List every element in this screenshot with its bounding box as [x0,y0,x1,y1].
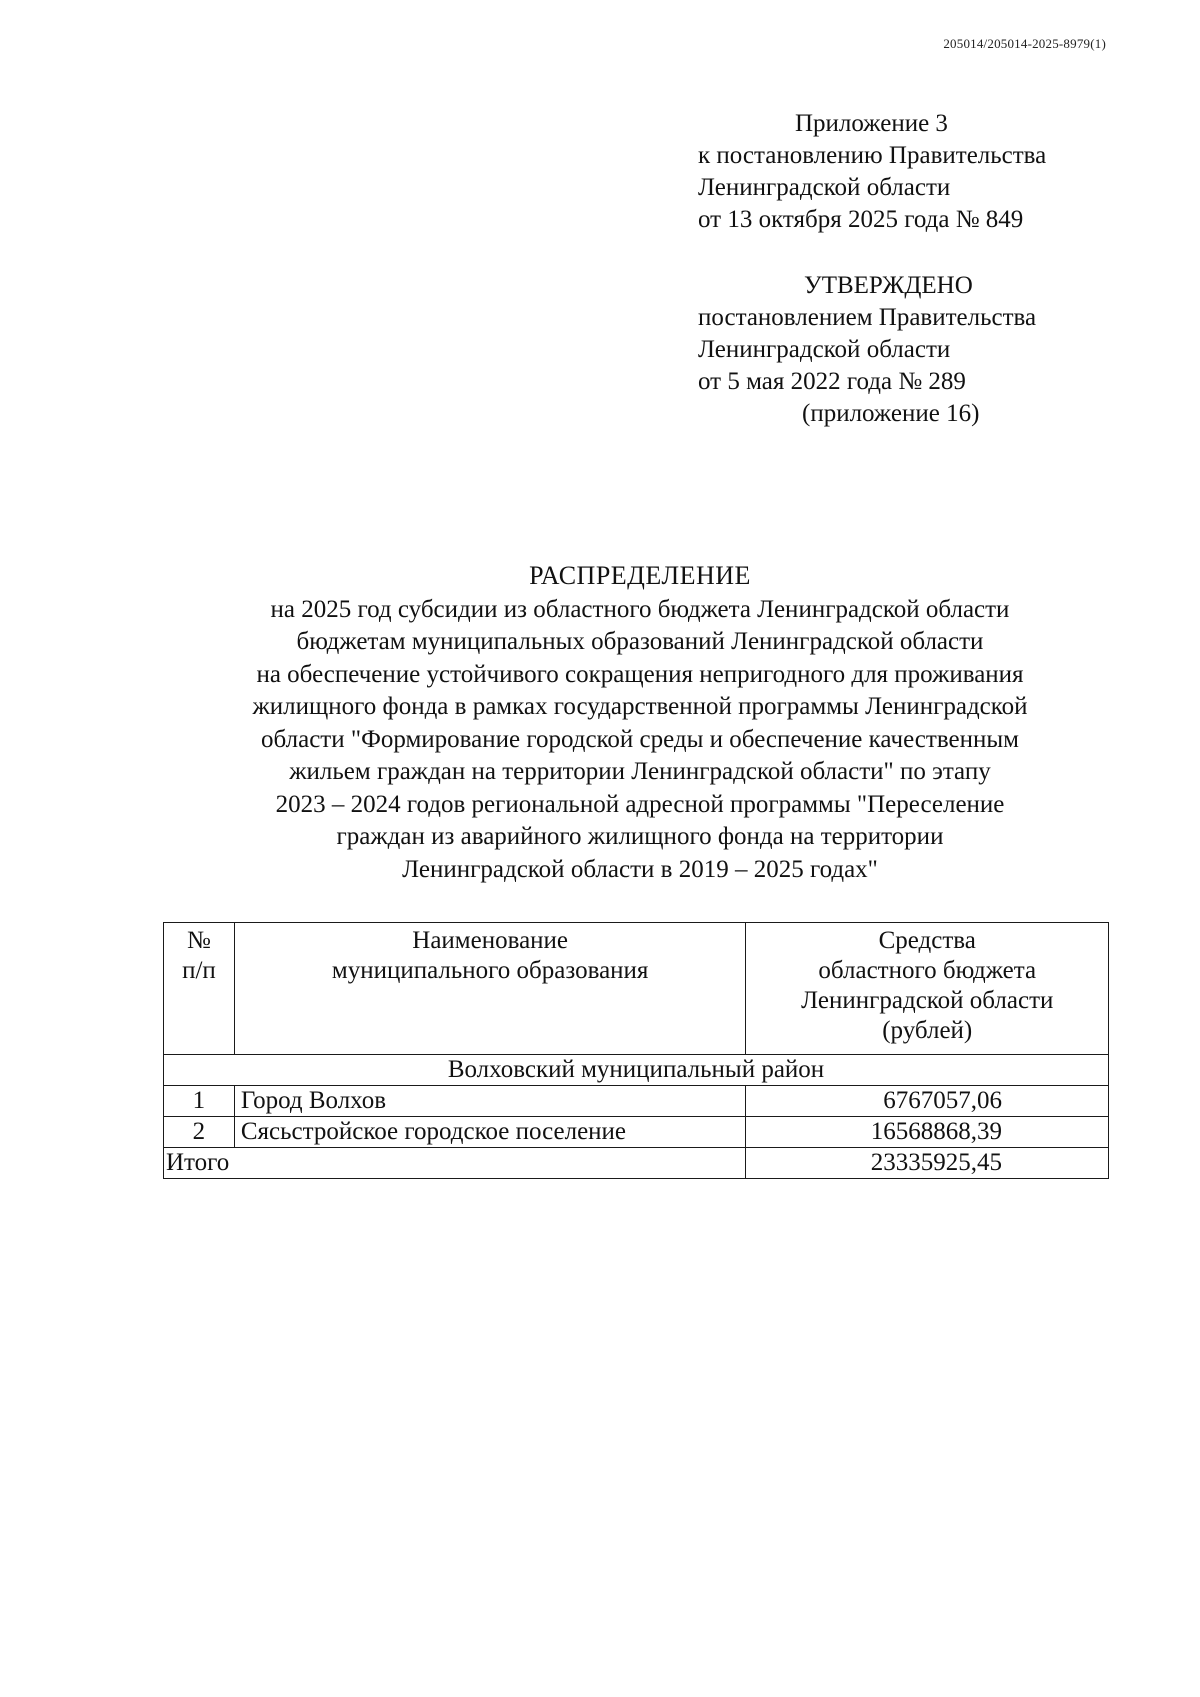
header-amount-line: (рублей) [882,1017,973,1044]
row-num: 1 [164,1086,235,1117]
header-name-line: Наименование [412,927,569,954]
row-name: Город Волхов [234,1086,746,1117]
appendix-line: к постановлению Правительства [698,142,1047,169]
distribution-table [163,922,1109,1179]
approved-heading: УТВЕРЖДЕНО [804,272,973,299]
title-line: бюджетам муниципальных образований Ленинградской области [296,628,984,655]
table-header-row [164,923,1109,1055]
header-name [234,923,746,1055]
title-line: Ленинградской области в 2019 – 2025 годах" [402,855,878,883]
total-row [164,1148,1109,1179]
document-title [120,560,1160,886]
approved-line: (приложение 16) [802,400,980,427]
header-num [164,923,235,1055]
appendix-line: от 13 октября 2025 года № 849 [698,206,1024,233]
appendix-line: Ленинградской области [698,174,951,201]
title-line: области "Формирование городской среды и обеспечение качественным [261,725,1019,753]
row-amount: 6767057,06 [746,1086,1109,1117]
header-amount [746,923,1109,1055]
appendix-block [698,108,1118,236]
title-line: на 2025 год субсидии из областного бюджета Ленинградской области [270,595,1010,623]
title-line: граждан из аварийного жилищного фонда на территории [336,823,944,850]
row-num: 2 [164,1117,235,1148]
document-id: 205014/205014-2025-8979(1) [943,36,1106,51]
table-row [164,1117,1109,1148]
title-heading: РАСПРЕДЕЛЕНИЕ [529,561,751,590]
total-label: Итого [164,1148,746,1179]
approved-block [698,270,1118,430]
header-amount-line: Средства [878,927,976,954]
approved-line: от 5 мая 2022 года № 289 [698,368,966,395]
title-line: жильем граждан на территории Ленинградской области" по этапу [289,758,991,785]
table-row [164,1086,1109,1117]
approved-line: Ленинградской области [698,336,951,363]
title-line: 2023 – 2024 годов региональной адресной программы "Переселение [275,790,1005,818]
approved-line: постановлением Правительства [698,304,1037,331]
header-num-label: п/п [182,957,216,984]
header-amount-line: Ленинградской области [801,987,1054,1014]
header-num-symbol: № [186,927,211,954]
title-line: жилищного фонда в рамках государственной программы Ленинградской [252,693,1028,720]
row-name: Сясьстройское городское поселение [234,1117,746,1148]
title-line: на обеспечение устойчивого сокращения непригодного для проживания [256,660,1024,688]
header-amount-line: областного бюджета [818,957,1037,984]
header-name-line: муниципального образования [331,957,649,984]
row-amount: 16568868,39 [746,1117,1109,1148]
appendix-title: Приложение 3 [795,110,948,137]
group-row [164,1055,1109,1086]
total-amount: 23335925,45 [746,1148,1109,1179]
group-label: Волховский муниципальный район [164,1055,1109,1086]
